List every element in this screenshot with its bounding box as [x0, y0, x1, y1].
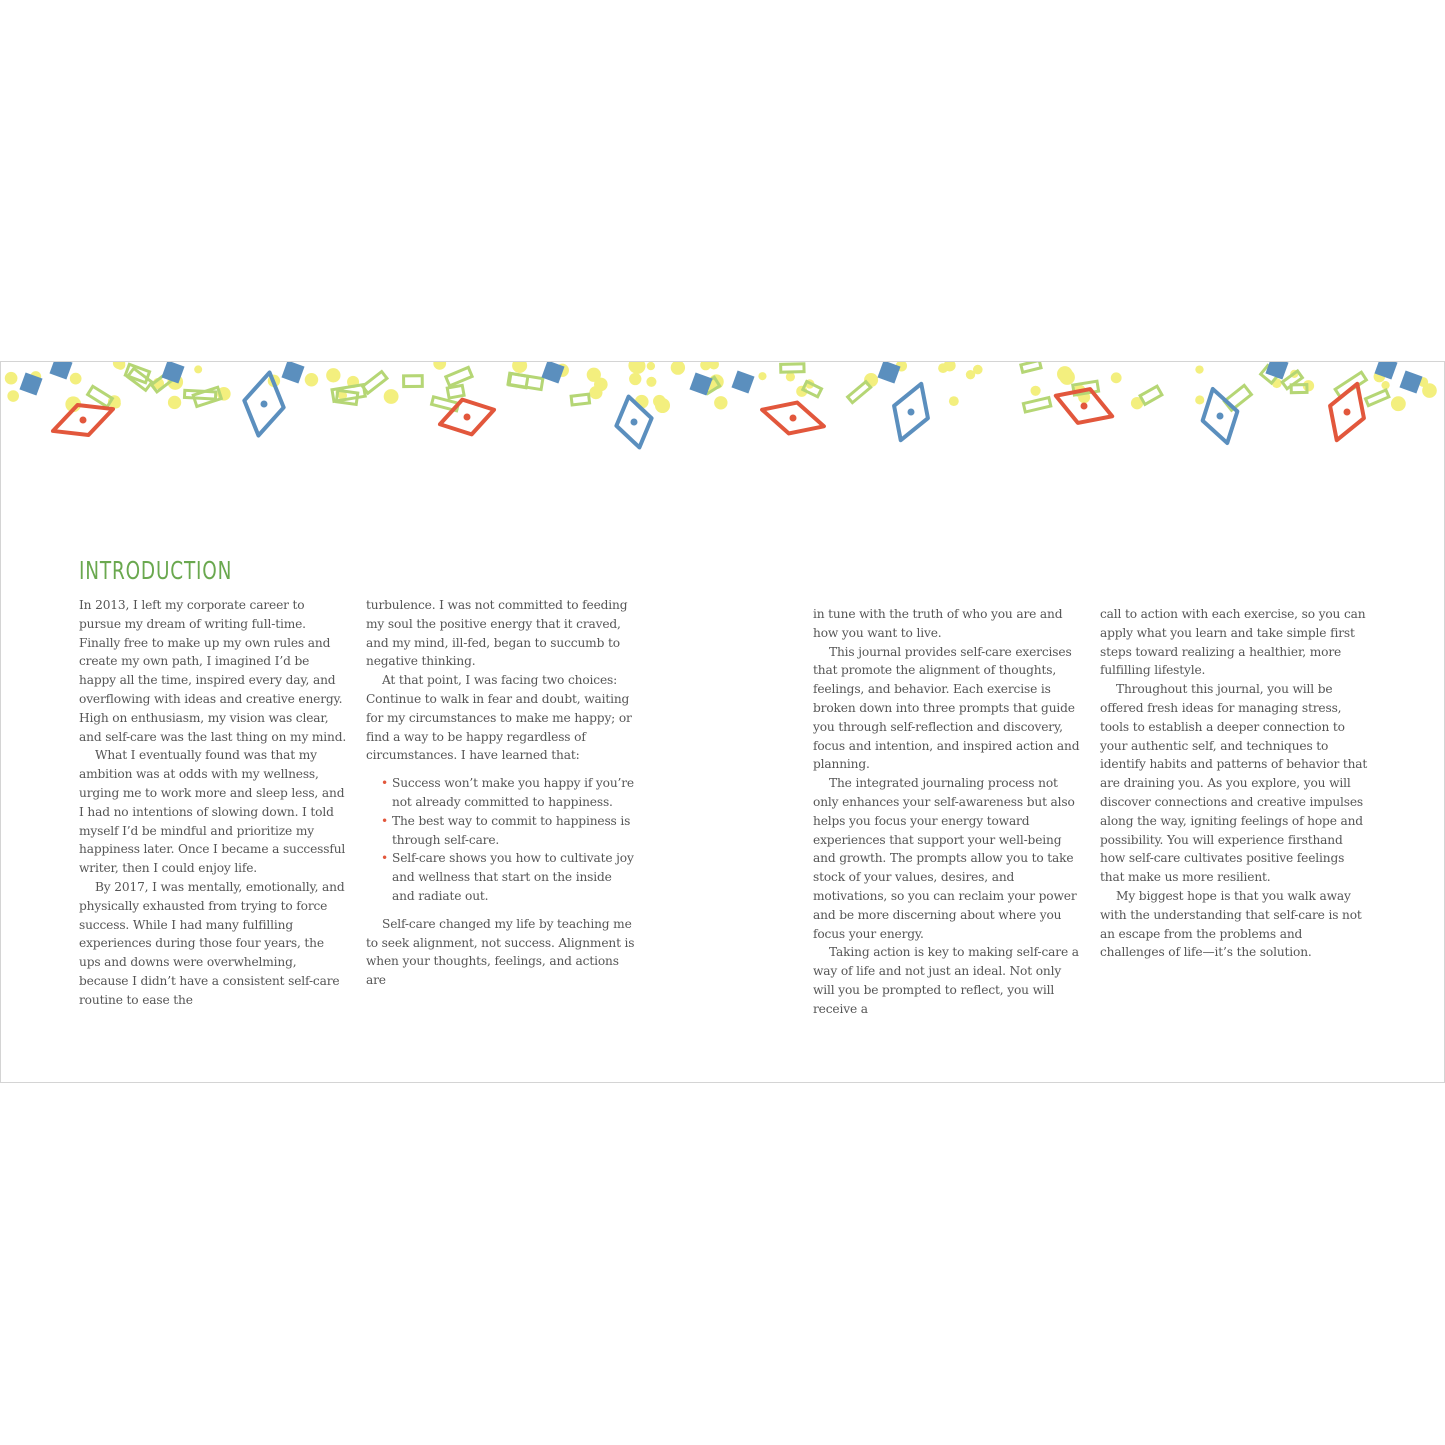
- confetti-dot: [1391, 396, 1406, 411]
- confetti-dot: [1195, 365, 1203, 373]
- confetti-dot: [1426, 387, 1435, 396]
- confetti-rect: [446, 367, 472, 386]
- confetti-dot: [714, 396, 727, 409]
- confetti-square: [1399, 370, 1422, 393]
- confetti-rect: [781, 364, 804, 372]
- text-column-1: [79, 596, 349, 1010]
- confetti-square: [731, 370, 754, 393]
- confetti-dot: [168, 396, 181, 409]
- confetti-rect: [1023, 398, 1050, 412]
- confetti-dot: [700, 362, 711, 370]
- confetti-dot: [594, 378, 608, 392]
- confetti-rect: [1140, 386, 1162, 404]
- confetti-dot: [1030, 386, 1040, 396]
- book-spread: [0, 361, 1445, 1083]
- paragraph: This journal provides self-care exercises that promote the alignment of thoughts, feelings, and behavior. Each exercise is broken down into three prompts that guide you through self-reflection and discovery, focus and intention, and inspired action and planning.: [813, 644, 1080, 772]
- confetti-dot: [671, 362, 685, 375]
- confetti-rect: [88, 386, 113, 407]
- paragraph: My biggest hope is that you walk away with the understanding that self-care is not an escape from the problems and challenges of life—it’s the solution.: [1100, 888, 1362, 960]
- confetti-dot: [7, 390, 19, 402]
- confetti-dot: [786, 372, 795, 381]
- diamond-dot: [464, 414, 471, 421]
- paragraph: Throughout this journal, you will be offered fresh ideas for managing stress, tools to establish a deeper connection to your authentic self, and techniques to identify habits and patterns of behavior that are draining you. As you explore, you will discover connections and creative impulses along the way, igniting feelings of hope and possibility. You will experience firsthand how self-care cultivates positive feelings that make us more resilient.: [1100, 682, 1368, 885]
- confetti-dot: [70, 373, 82, 385]
- paragraph: In 2013, I left my corporate career to pursue my dream of writing full-time. Finally free to make up my own rules and create my own path, I imagined I’d be happy all the time, inspired every day, and overflowing with ideas and creative energy. High on enthusiasm, my vision was clear, and self-care was the last thing on my mind.: [79, 598, 347, 744]
- paragraph: The integrated journaling process not only enhances your self-awareness but also helps you focus your energy toward experiences that support your well-being and growth. The prompts allow you to take stock of your values, desires, and motivations, so you can reclaim your power and be more discerning about where you focus your energy.: [813, 776, 1077, 941]
- confetti-dot: [1195, 395, 1204, 404]
- confetti-rect: [571, 394, 589, 405]
- list-item: • Self-care shows you how to cultivate joy and wellness that start on the inside and radiate out.: [392, 849, 636, 905]
- confetti-dot: [512, 362, 527, 373]
- diamond-dot: [261, 401, 268, 408]
- confetti-dot: [384, 389, 399, 404]
- confetti-dot: [5, 372, 18, 385]
- paragraph: What I eventually found was that my ambition was at odds with my wellness, urging me to work more and sleep less, and I had no intentions of slowing down. I told myself I’d be mindful and prioritize my happiness later. Once I became a successful writer, then I could enjoy life.: [79, 748, 346, 876]
- confetti-dot: [647, 362, 655, 370]
- confetti-dot: [655, 398, 670, 413]
- confetti-dot: [305, 373, 318, 386]
- confetti-rect: [1365, 390, 1388, 406]
- confetti-dot: [646, 377, 656, 387]
- text-column-4: [1100, 605, 1370, 962]
- paragraph: At that point, I was facing two choices: Continue to walk in fear and doubt, waiting for my circumstances to make me happy; or find a way to be happy regardless of circumstances. I have learned that:: [366, 673, 632, 763]
- list-item: • The best way to commit to happiness is through self-care.: [392, 812, 636, 850]
- confetti-rect: [1224, 385, 1251, 410]
- confetti-dot: [1111, 372, 1122, 383]
- paragraph: Taking action is key to making self-care a way of life and not just an ideal. Not only will you be prompted to reflect, you will receive a: [813, 945, 1079, 1016]
- diamond-dot: [631, 419, 638, 426]
- confetti-rect: [1335, 372, 1366, 397]
- diamond-dot: [1081, 403, 1088, 410]
- confetti-dot: [949, 396, 959, 406]
- confetti-dot: [938, 363, 948, 373]
- confetti-square: [281, 362, 304, 384]
- confetti-square: [1265, 362, 1288, 380]
- diamond-dot: [80, 417, 87, 424]
- text-column-3: [813, 605, 1083, 1019]
- confetti-dot: [194, 365, 202, 373]
- confetti-rect: [404, 376, 423, 387]
- confetti-rect: [363, 372, 387, 394]
- paragraph: By 2017, I was mentally, emotionally, and physically exhausted from trying to force success. While I had many fulfilling experiences during those four years, the ups and downs were overwhelming, because I didn’t have a consistent self-care routine to ease the: [79, 879, 345, 1007]
- confetti-dot: [629, 373, 641, 385]
- confetti-rect: [848, 382, 871, 403]
- paragraph: turbulence. I was not committed to feeding my soul the positive energy that it craved, and my mind, ill-fed, began to succumb to negative thinking.: [366, 598, 628, 669]
- confetti-square: [49, 362, 72, 380]
- diamond-dot: [1217, 413, 1224, 420]
- diamond-dot: [790, 415, 797, 422]
- paragraph: call to action with each exercise, so you can apply what you learn and take simple first steps toward realizing a healthier, more fulfilling lifestyle.: [1100, 607, 1366, 678]
- confetti-dot: [433, 362, 446, 370]
- confetti-dot: [973, 365, 983, 375]
- confetti-banner: [1, 362, 1444, 462]
- confetti-rect: [1021, 362, 1041, 372]
- confetti-dot: [1381, 381, 1389, 389]
- text-column-2: [366, 596, 636, 990]
- page-title: INTRODUCTION: [79, 556, 233, 585]
- diamond-dot: [1344, 409, 1351, 416]
- diamond-dot: [908, 409, 915, 416]
- bullet-list: [366, 774, 636, 906]
- paragraph: Self-care changed my life by teaching me to seek alignment, not success. Alignment is when your thoughts, feelings, and actions are: [366, 916, 635, 988]
- confetti-rect: [447, 385, 464, 398]
- confetti-dot: [326, 368, 340, 382]
- paragraph: in tune with the truth of who you are and how you want to live.: [813, 607, 1063, 640]
- confetti-dot: [1059, 369, 1074, 384]
- confetti-dot: [758, 372, 766, 380]
- list-item: • Success won’t make you happy if you’re not already committed to happiness.: [392, 774, 636, 812]
